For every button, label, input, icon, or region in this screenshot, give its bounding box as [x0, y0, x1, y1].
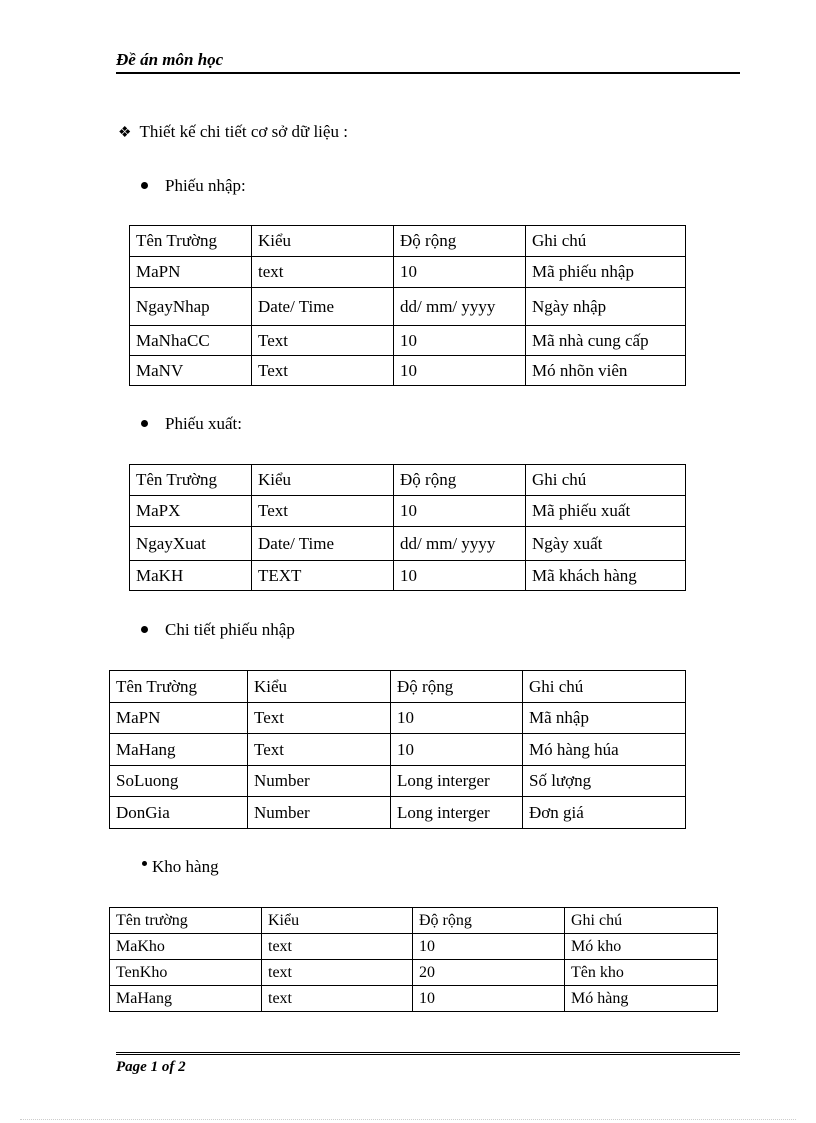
bullet-phieu-nhap [141, 176, 246, 196]
table-header-cell: Tên Trường [110, 671, 248, 703]
table-cell: Số lượng [523, 766, 686, 797]
table-cell: Mó hàng [565, 986, 718, 1012]
table-cell: DonGia [110, 797, 248, 829]
table-cell: Mã nhập [523, 703, 686, 734]
table-cell: text [262, 960, 413, 986]
table-cell: Mã phiếu xuất [526, 496, 686, 527]
bullet-dot-icon [142, 861, 147, 866]
table-cell: Text [248, 703, 391, 734]
table-row [110, 766, 686, 797]
page-footer [116, 1052, 740, 1075]
table-cell: Number [248, 797, 391, 829]
table-cell: Mó kho [565, 934, 718, 960]
bullet-chi-tiet-phieu-nhap [141, 620, 295, 640]
table-header-cell: Độ rộng [394, 226, 526, 257]
table-cell: 10 [413, 934, 565, 960]
table-row [110, 734, 686, 766]
table-kho-hang [109, 907, 718, 1012]
table-cell: Date/ Time [252, 288, 394, 326]
table-header-row [130, 226, 686, 257]
table-cell: 10 [394, 356, 526, 386]
bullet-dot-icon [141, 420, 148, 427]
table-row [130, 561, 686, 591]
table-cell: 10 [394, 257, 526, 288]
table-cell: 10 [391, 734, 523, 766]
bullet-label: Phiếu nhập: [165, 176, 246, 195]
table-cell: TenKho [110, 960, 262, 986]
header-title: Đề án môn học [116, 50, 224, 69]
table-cell: text [252, 257, 394, 288]
table-cell: 10 [413, 986, 565, 1012]
table-cell: 10 [391, 703, 523, 734]
table-header-cell: Kiểu [252, 465, 394, 496]
table-cell: Mã khách hàng [526, 561, 686, 591]
table-row [130, 496, 686, 527]
bullet-phieu-xuat [141, 414, 242, 434]
table-header-cell: Ghi chú [526, 226, 686, 257]
table-header-row [110, 671, 686, 703]
table-cell: 10 [394, 561, 526, 591]
table-row [130, 527, 686, 561]
table-header-cell: Ghi chú [565, 908, 718, 934]
table-header-row [110, 908, 718, 934]
table-row [110, 703, 686, 734]
table-header-cell: Tên trường [110, 908, 262, 934]
table-row [130, 288, 686, 326]
table-header-cell: Kiểu [248, 671, 391, 703]
bullet-dot-icon [141, 182, 148, 189]
page-bottom-rule [20, 1119, 796, 1120]
table-header-cell: Độ rộng [413, 908, 565, 934]
table-cell: Text [248, 734, 391, 766]
table-cell: Mã nhà cung cấp [526, 326, 686, 356]
table-cell: MaPN [130, 257, 252, 288]
table-cell: TEXT [252, 561, 394, 591]
table-cell: Tên kho [565, 960, 718, 986]
table-cell: Ngày nhập [526, 288, 686, 326]
table-header-cell: Tên Trường [130, 226, 252, 257]
table-cell: 20 [413, 960, 565, 986]
bullet-kho-hang [142, 857, 219, 877]
table-cell: 10 [394, 496, 526, 527]
table-cell: MaNhaCC [130, 326, 252, 356]
table-cell: MaHang [110, 986, 262, 1012]
table-cell: MaHang [110, 734, 248, 766]
table-cell: Ngày xuất [526, 527, 686, 561]
table-phieu-nhap [129, 225, 686, 386]
page-number: Page 1 of 2 [116, 1059, 186, 1075]
table-chi-tiet-phieu-nhap [109, 670, 686, 829]
table-cell: MaPX [130, 496, 252, 527]
table-cell: NgayNhap [130, 288, 252, 326]
table-row [110, 960, 718, 986]
table-header-cell: Kiểu [262, 908, 413, 934]
table-cell: MaNV [130, 356, 252, 386]
table-phieu-xuat [129, 464, 686, 591]
table-header-cell: Ghi chú [523, 671, 686, 703]
table-cell: NgayXuat [130, 527, 252, 561]
table-cell: Text [252, 496, 394, 527]
table-cell: Mã phiếu nhập [526, 257, 686, 288]
table-cell: 10 [394, 326, 526, 356]
table-cell: dd/ mm/ yyyy [394, 288, 526, 326]
table-cell: Mó nhõn viên [526, 356, 686, 386]
table-cell: text [262, 986, 413, 1012]
bullet-label: Chi tiết phiếu nhập [165, 620, 295, 639]
page-header [116, 46, 740, 74]
table-cell: MaKho [110, 934, 262, 960]
diamond-bullet-icon: ❖ [118, 125, 132, 141]
table-cell: Number [248, 766, 391, 797]
table-cell: Long interger [391, 766, 523, 797]
table-row [130, 257, 686, 288]
table-cell: Date/ Time [252, 527, 394, 561]
table-cell: MaKH [130, 561, 252, 591]
bullet-label: Phiếu xuất: [165, 414, 242, 433]
section-heading [118, 122, 348, 142]
bullet-label: Kho hàng [152, 857, 219, 876]
table-header-cell: Tên Trường [130, 465, 252, 496]
table-cell: dd/ mm/ yyyy [394, 527, 526, 561]
table-cell: MaPN [110, 703, 248, 734]
table-cell: SoLuong [110, 766, 248, 797]
table-cell: text [262, 934, 413, 960]
table-row [110, 986, 718, 1012]
table-header-row [130, 465, 686, 496]
table-header-cell: Ghi chú [526, 465, 686, 496]
table-header-cell: Kiểu [252, 226, 394, 257]
table-cell: Mó hàng húa [523, 734, 686, 766]
table-cell: Text [252, 326, 394, 356]
table-row [110, 934, 718, 960]
table-header-cell: Độ rộng [394, 465, 526, 496]
table-cell: Text [252, 356, 394, 386]
table-cell: Long interger [391, 797, 523, 829]
table-row [130, 326, 686, 356]
heading-text: Thiết kế chi tiết cơ sở dữ liệu : [139, 122, 348, 141]
table-row [110, 797, 686, 829]
table-header-cell: Độ rộng [391, 671, 523, 703]
bullet-dot-icon [141, 626, 148, 633]
table-cell: Đơn giá [523, 797, 686, 829]
table-row [130, 356, 686, 386]
